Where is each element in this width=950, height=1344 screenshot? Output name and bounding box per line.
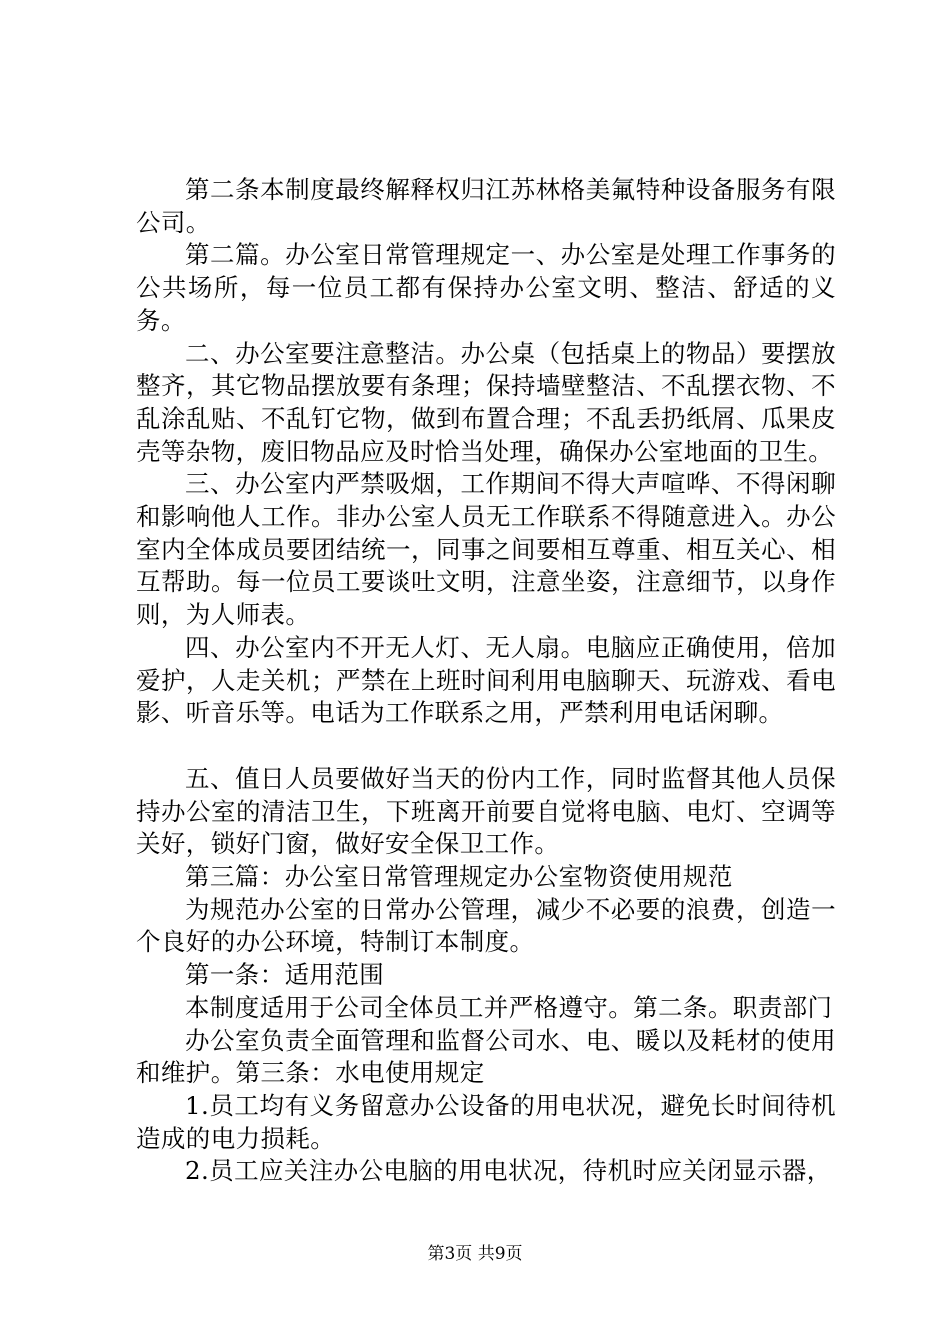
- paragraph-responsibility: 办公室负责全面管理和监督公司水、电、暖以及耗材的使用和维护。第三条：水电使用规定: [136, 1025, 836, 1088]
- paragraph-rule-2: 2.员工应关注办公电脑的用电状况，待机时应关闭显示器，: [185, 1156, 832, 1186]
- paragraph-article-1-scope: 第一条：适用范围: [185, 960, 385, 990]
- paragraph-item-5-duty: 五、值日人员要做好当天的份内工作，同时监督其他人员保持办公室的清洁卫生，下班离开前要自觉将电脑、电灯、空调等关好，锁好门窗，做好安全保卫工作。: [136, 763, 836, 859]
- paragraph-purpose: 为规范办公室的日常办公管理，减少不必要的浪费，创造一个良好的办公环境，特制订本制度。: [136, 894, 836, 957]
- paragraph-chapter-3-title: 第三篇：办公室日常管理规定办公室物资使用规范: [185, 862, 733, 892]
- paragraph-item-4-power: 四、办公室内不开无人灯、无人扇。电脑应正确使用，倍加爱护，人走关机；严禁在上班时间利用电脑聊天、玩游戏、看电影、听音乐等。电话为工作联系之用，严禁利用电话闲聊。: [136, 632, 836, 728]
- document-body: [136, 174, 836, 1188]
- paragraph-scope-text: 本制度适用于公司全体员工并严格遵守。第二条。职责部门: [185, 992, 833, 1022]
- page-number-footer: 第3页 共9页: [427, 1244, 523, 1264]
- paragraph-article-2-interpretation: 第二条本制度最终解释权归江苏林格美氟特种设备服务有限公司。: [136, 175, 836, 237]
- paragraph-chapter-2-intro: 第二篇。办公室日常管理规定一、办公室是处理工作事务的公共场所，每一位员工都有保持办公室文明、整洁、舒适的义务。: [136, 240, 836, 335]
- paragraph-item-2-tidiness: 二、办公室要注意整洁。办公桌（包括桌上的物品）要摆放整齐，其它物品摆放要有条理；保持墙壁整洁、不乱摆衣物、不乱涂乱贴、不乱钉它物，做到布置合理；不乱丢扔纸屑、瓜果皮壳等杂物，废旧物品应及时恰当处理，确保办公室地面的卫生。: [136, 338, 836, 466]
- paragraph-item-3-conduct: 三、办公室内严禁吸烟，工作期间不得大声喧哗、不得闲聊和影响他人工作。非办公室人员无工作联系不得随意进入。办公室内全体成员要团结统一，同事之间要相互尊重、相互关心、相互帮助。每一位员工要谈吐文明，注意坐姿，注意细节，以身作则，为人师表。: [136, 469, 836, 630]
- paragraph-rule-1: 1.员工均有义务留意办公设备的用电状况，避免长时间待机造成的电力损耗。: [136, 1090, 836, 1153]
